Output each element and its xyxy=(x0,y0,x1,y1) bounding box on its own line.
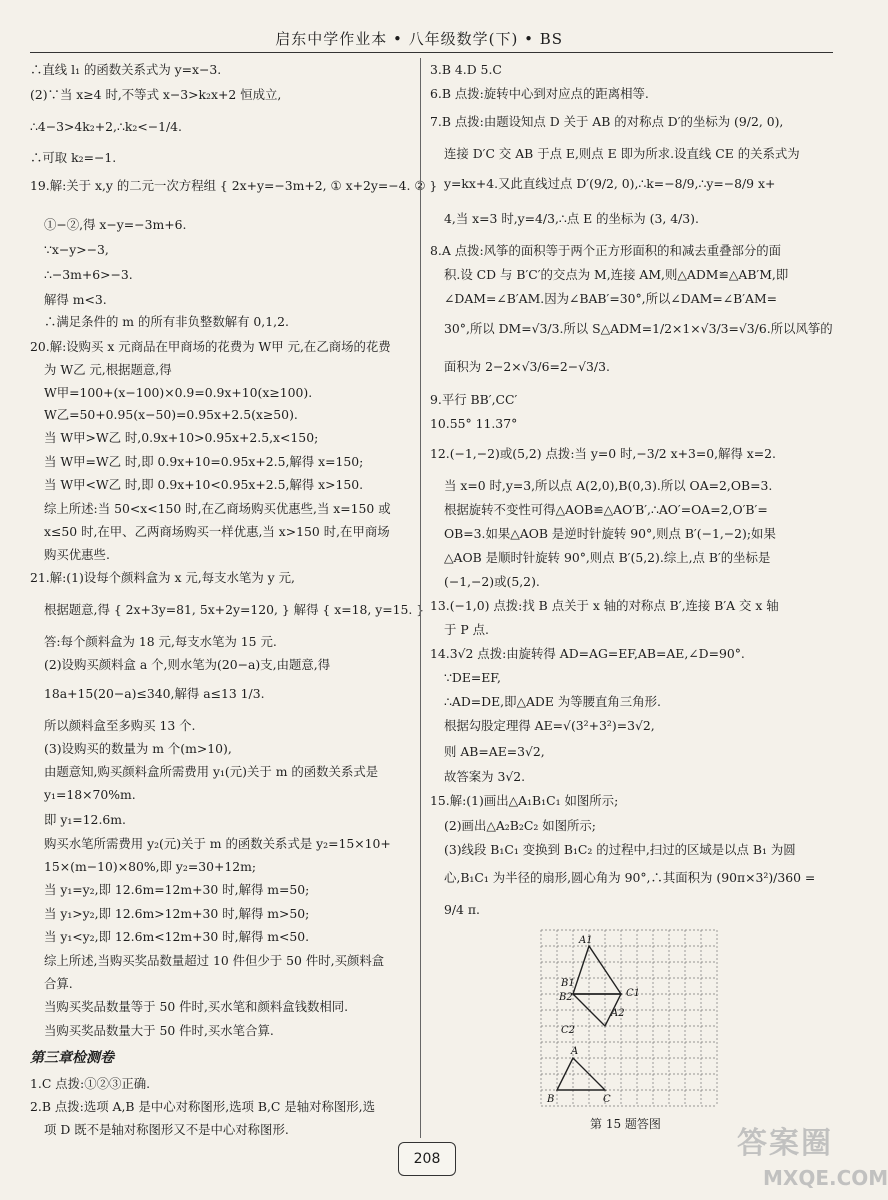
figure-label: C xyxy=(603,1094,611,1105)
figure-label: B1 xyxy=(561,978,575,989)
text-line: 当 W甲<W乙 时,即 0.9x+10<0.95x+2.5,解得 x>150. xyxy=(44,477,364,492)
text-line: 由题意知,购买颜料盒所需费用 y₁(元)关于 m 的函数关系式是 xyxy=(44,764,379,779)
text-line: 15.解:(1)画出△A₁B₁C₁ 如图所示; xyxy=(430,793,619,808)
text-line: 当 W甲=W乙 时,即 0.9x+10=0.95x+2.5,解得 x=150; xyxy=(44,454,364,469)
text-line: 综上所述,当购买奖品数量超过 10 件但少于 50 件时,买颜料盒 xyxy=(44,953,385,968)
text-line: 12.(−1,−2)或(5,2) 点拨:当 y=0 时,−3/2 x+3=0,解得 x=2. xyxy=(430,446,776,461)
text-line: 2.B 点拨:选项 A,B 是中心对称图形,选项 B,C 是轴对称图形,选 xyxy=(30,1099,376,1114)
text-line: y₁=18×70%m. xyxy=(44,787,136,802)
text-line: 21.解:(1)设每个颜料盒为 x 元,每支水笔为 y 元, xyxy=(30,570,295,585)
text-line: 当 W甲>W乙 时,0.9x+10>0.95x+2.5,x<150; xyxy=(44,430,319,445)
grid-lines xyxy=(541,930,717,1106)
text-line: 当 x=0 时,y=3,所以点 A(2,0),B(0,3).所以 OA=2,OB=3. xyxy=(444,478,773,493)
text-line: ∴4−3>4k₂+2,∴k₂<−1/4. xyxy=(30,119,182,134)
text-line: 答:每个颜料盒为 18 元,每支水笔为 15 元. xyxy=(44,634,277,649)
figure-label: C2 xyxy=(561,1025,576,1036)
text-line: 根据旋转不变性可得△AOB≌△AO′B′,∴AO′=OA=2,O′B′= xyxy=(444,502,768,517)
text-line: 30°,所以 DM=√3/3.所以 S△ADM=1/2×1×√3/3=√3/6.所以风筝的 xyxy=(444,321,833,336)
page-header xyxy=(0,0,863,56)
text-line: ∵DE=EF, xyxy=(444,670,501,685)
page-number: 208 xyxy=(398,1142,456,1176)
section-title: 第三章检测卷 xyxy=(30,1050,114,1066)
text-line: 解得 m<3. xyxy=(44,292,107,307)
figure-label: A xyxy=(571,1046,579,1057)
text-line: 购买水笔所需费用 y₂(元)关于 m 的函数关系式是 y₂=15×10+ xyxy=(44,836,391,851)
text-line: 于 P 点. xyxy=(444,622,489,637)
text-line: 10.55° 11.37° xyxy=(430,416,518,431)
text-line: OB=3.如果△AOB 是逆时针旋转 90°,则点 B′(−1,−2);如果 xyxy=(444,526,776,541)
watermark-text: 答案圈 xyxy=(737,1126,833,1161)
figure-label: C1 xyxy=(626,988,641,999)
figure-label: A2 xyxy=(611,1008,625,1019)
text-line: ∠DAM=∠B′AM.因为∠BAB′=30°,所以∠DAM=∠B′AM= xyxy=(444,291,778,306)
text-line: 19.解:关于 x,y 的二元一次方程组 { 2x+y=−3m+2, ① x+2y=−4. ② } xyxy=(30,178,438,193)
watermark-logo xyxy=(735,1118,888,1196)
text-line: 8.A 点拨:风筝的面积等于两个正方形面积的和减去重叠部分的面 xyxy=(430,243,782,258)
text-line: 4,当 x=3 时,y=4/3,∴点 E 的坐标为 (3, 4/3). xyxy=(444,211,699,226)
text-line: 当 y₁=y₂,即 12.6m=12m+30 时,解得 m=50; xyxy=(44,882,310,897)
triangle-a1b1c1 xyxy=(573,946,621,994)
text-line: ∴直线 l₁ 的函数关系式为 y=x−3. xyxy=(30,62,222,77)
text-line: (2)∵当 x≥4 时,不等式 x−3>k₂x+2 恒成立, xyxy=(30,87,282,102)
text-line: 9.平行 BB′,CC′ xyxy=(430,392,518,407)
text-line: 当购买奖品数量大于 50 件时,买水笔合算. xyxy=(44,1023,274,1038)
text-line: 为 W乙 元,根据题意,得 xyxy=(44,362,172,377)
text-line: 1.C 点拨:①②③正确. xyxy=(30,1076,151,1091)
text-line: 当购买奖品数量等于 50 件时,买水笔和颜料盒钱数相同. xyxy=(44,999,349,1014)
text-line: 故答案为 3√2. xyxy=(444,769,526,784)
text-line: 即 y₁=12.6m. xyxy=(44,812,126,827)
text-line: 14.3√2 点拨:由旋转得 AD=AG=EF,AB=AE,∠D=90°. xyxy=(430,646,745,661)
text-line: 18a+15(20−a)≤340,解得 a≤13 1/3. xyxy=(44,686,265,701)
text-line: ∴AD=DE,即△ADE 为等腰直角三角形. xyxy=(444,694,661,709)
text-line: △AOB 是顺时针旋转 90°,则点 B′(5,2).综上,点 B′的坐标是 xyxy=(444,550,771,565)
text-line: 20.解:设购买 x 元商品在甲商场的花费为 W甲 元,在乙商场的花费 xyxy=(30,339,391,354)
rotation-grid-figure xyxy=(541,930,717,1108)
text-line: x≤50 时,在甲、乙两商场购买一样优惠,当 x>150 时,在甲商场 xyxy=(44,524,390,539)
figure-caption: 第 15 题答图 xyxy=(590,1117,661,1131)
header-title: 启东中学作业本 • 八年级数学(下) • BS xyxy=(275,30,563,48)
text-line: 项 D 既不是轴对称图形又不是中心对称图形. xyxy=(44,1122,289,1137)
text-line: 9/4 π. xyxy=(444,902,480,917)
text-line: 合算. xyxy=(44,976,73,991)
text-line: 面积为 2−2×√3/6=2−√3/3. xyxy=(444,359,610,374)
text-line: (3)设购买的数量为 m 个(m>10), xyxy=(44,741,232,756)
text-line: 3.B 4.D 5.C xyxy=(430,62,502,77)
text-line: 连接 D′C 交 AB 于点 E,则点 E 即为所求.设直线 CE 的关系式为 xyxy=(444,146,800,161)
figure-label: A1 xyxy=(579,935,593,946)
text-line: 综上所述:当 50<x<150 时,在乙商场购买优惠些,当 x=150 或 xyxy=(44,501,391,516)
text-line: 心,B₁C₁ 为半径的扇形,圆心角为 90°,∴其面积为 (90π×3²)/360 = xyxy=(444,870,816,885)
figure-label: B xyxy=(547,1094,555,1105)
text-line: 6.B 点拨:旋转中心到对应点的距离相等. xyxy=(430,86,649,101)
text-line: ∴−3m+6>−3. xyxy=(44,267,133,282)
text-line: (2)画出△A₂B₂C₂ 如图所示; xyxy=(444,818,596,833)
text-line: y=kx+4.又此直线过点 D′(9/2, 0),∴k=−8/9,∴y=−8/9 x+ xyxy=(444,176,776,191)
text-line: (3)线段 B₁C₁ 变换到 B₁C₂ 的过程中,扫过的区域是以点 B₁ 为圆 xyxy=(444,842,796,857)
watermark-url: MXQE.COM xyxy=(763,1166,888,1190)
text-line: 15×(m−10)×80%,即 y₂=30+12m; xyxy=(44,859,257,874)
text-line: 13.(−1,0) 点拨:找 B 点关于 x 轴的对称点 B′,连接 B′A 交 x 轴 xyxy=(430,598,779,613)
text-line: 则 AB=AE=3√2, xyxy=(444,744,545,759)
text-line: 购买优惠些. xyxy=(44,547,110,562)
text-line: (2)设购买颜料盒 a 个,则水笔为(20−a)支,由题意,得 xyxy=(44,657,331,672)
text-line: 当 y₁<y₂,即 12.6m<12m+30 时,解得 m<50. xyxy=(44,929,310,944)
text-line: 根据勾股定理得 AE=√(3²+3²)=3√2, xyxy=(444,718,655,733)
text-line: 7.B 点拨:由题设知点 D 关于 AB 的对称点 D′的坐标为 (9/2, 0), xyxy=(430,114,784,129)
text-line: ∴满足条件的 m 的所有非负整数解有 0,1,2. xyxy=(44,314,289,329)
text-line: ①−②,得 x−y=−3m+6. xyxy=(44,217,187,232)
column-divider xyxy=(420,58,421,1138)
text-line: 根据题意,得 { 2x+3y=81, 5x+2y=120, } 解得 { x=18, y=15. } xyxy=(44,602,425,617)
text-line: (−1,−2)或(5,2). xyxy=(444,574,540,589)
text-line: W乙=50+0.95(x−50)=0.95x+2.5(x≥50). xyxy=(44,407,298,422)
header-rule xyxy=(30,52,833,53)
text-line: W甲=100+(x−100)×0.9=0.9x+10(x≥100). xyxy=(44,385,313,400)
figure-label: B2 xyxy=(559,992,573,1003)
text-line: ∴可取 k₂=−1. xyxy=(30,150,117,165)
text-line: 当 y₁>y₂,即 12.6m>12m+30 时,解得 m>50; xyxy=(44,906,310,921)
text-line: ∵x−y>−3, xyxy=(44,242,109,257)
text-line: 所以颜料盒至多购买 13 个. xyxy=(44,718,196,733)
text-line: 积.设 CD 与 B′C′的交点为 M,连接 AM,则△ADM≌△AB′M,即 xyxy=(444,267,789,282)
